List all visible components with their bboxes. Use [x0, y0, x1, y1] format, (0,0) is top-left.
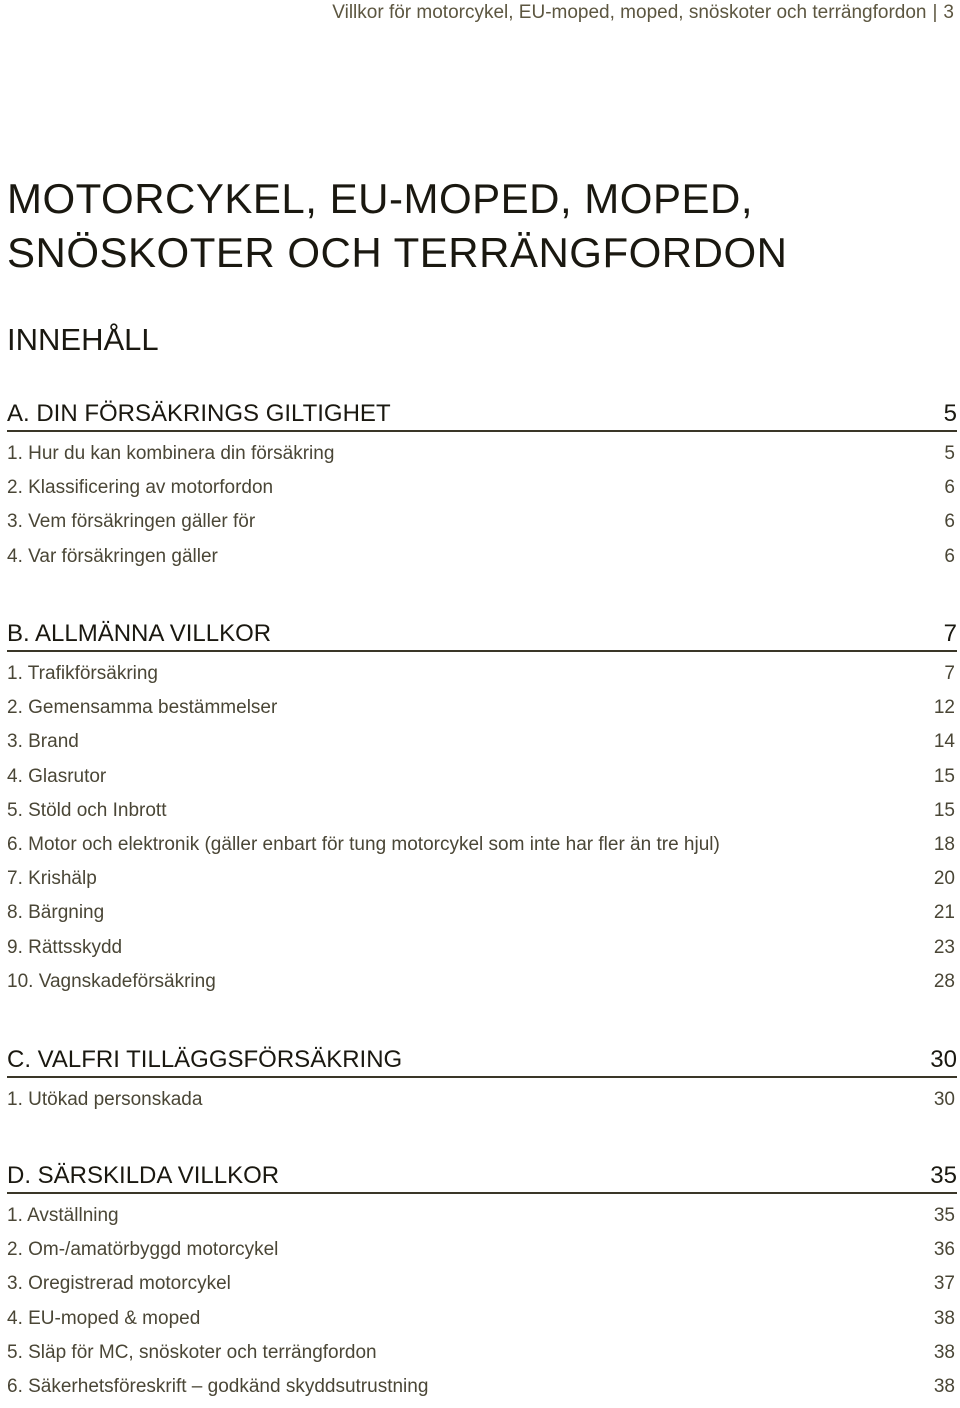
- toc-entry[interactable]: [7, 437, 957, 471]
- entry-label: 5. Stöld och Inbrott: [7, 799, 167, 821]
- toc-entry[interactable]: [7, 657, 957, 691]
- entry-label: 7. Krishälp: [7, 868, 97, 890]
- toc-heading: INNEHÅLL: [7, 322, 159, 357]
- entry-label: 2. Gemensamma bestämmelser: [7, 697, 278, 719]
- toc-entry[interactable]: [7, 1302, 957, 1336]
- toc-entry[interactable]: [7, 931, 957, 965]
- entry-label: 3. Vem försäkringen gäller för: [7, 511, 256, 533]
- entry-label: 5. Släp för MC, snöskoter och terrängfordon: [7, 1341, 377, 1363]
- section-heading[interactable]: [7, 1156, 957, 1194]
- section-page: 7: [943, 620, 957, 647]
- toc-entry[interactable]: [7, 760, 957, 794]
- entry-label: 6. Säkerhetsföreskrift – godkänd skyddsutrustning: [7, 1376, 429, 1398]
- toc-entry[interactable]: [7, 471, 957, 505]
- toc-entry[interactable]: [7, 965, 957, 999]
- running-title: Villkor för motorcykel, EU-moped, moped, snöskoter och terrängfordon: [332, 2, 927, 23]
- toc-entry[interactable]: [7, 1370, 957, 1404]
- toc-entry[interactable]: [7, 1267, 957, 1301]
- entry-label: 1. Utökad personskada: [7, 1089, 203, 1111]
- entry-label: 10. Vagnskadeförsäkring: [7, 970, 216, 992]
- toc-section-b: [7, 614, 957, 999]
- section-label: C. VALFRI TILLÄGGSFÖRSÄKRING: [7, 1046, 403, 1073]
- entry-page: 38: [933, 1341, 955, 1363]
- entry-page: 6: [944, 511, 955, 533]
- entry-page: 7: [944, 663, 955, 685]
- toc-entry[interactable]: [7, 691, 957, 725]
- section-label: D. SÄRSKILDA VILLKOR: [7, 1162, 280, 1189]
- header-page-number: 3: [943, 2, 954, 23]
- toc-entry[interactable]: [7, 1336, 957, 1370]
- toc-entry[interactable]: [7, 1233, 957, 1267]
- entry-page: 6: [944, 477, 955, 499]
- entry-page: 38: [933, 1376, 955, 1398]
- entry-page: 38: [933, 1307, 955, 1329]
- entry-label: 1. Trafikförsäkring: [7, 663, 158, 685]
- entry-label: 2. Om-/amatörbyggd motorcykel: [7, 1239, 279, 1261]
- entry-page: 36: [933, 1239, 955, 1261]
- document-title: [7, 172, 787, 280]
- toc-entry[interactable]: [7, 540, 957, 574]
- section-page: 30: [930, 1046, 957, 1073]
- toc-section-a: [7, 394, 957, 574]
- entry-page: 23: [933, 936, 955, 958]
- entry-page: 30: [933, 1089, 955, 1111]
- running-header: [332, 2, 954, 24]
- section-page: 5: [943, 400, 957, 427]
- entry-label: 9. Rättsskydd: [7, 936, 123, 958]
- toc-entry[interactable]: [7, 828, 957, 862]
- title-line-2: SNÖSKOTER OCH TERRÄNGFORDON: [7, 229, 788, 276]
- title-line-1: MOTORCYKEL, EU-MOPED, MOPED,: [7, 175, 753, 222]
- entry-label: 1. Hur du kan kombinera din försäkring: [7, 443, 335, 465]
- toc-section-c: [7, 1040, 957, 1117]
- section-label: B. ALLMÄNNA VILLKOR: [7, 620, 272, 647]
- toc-entry[interactable]: [7, 1083, 957, 1117]
- section-heading[interactable]: [7, 1040, 957, 1078]
- section-heading[interactable]: [7, 394, 957, 432]
- toc-entry[interactable]: [7, 794, 957, 828]
- entry-label: 4. Var försäkringen gäller: [7, 545, 218, 567]
- entry-label: 1. Avställning: [7, 1205, 119, 1227]
- entry-label: 4. EU-moped & moped: [7, 1307, 201, 1329]
- entry-label: 3. Oregistrerad motorcykel: [7, 1273, 231, 1295]
- entry-page: 5: [944, 443, 955, 465]
- entry-label: 6. Motor och elektronik (gäller enbart för tung motorcykel som inte har fler än tre hjul): [7, 834, 720, 856]
- toc-entry[interactable]: [7, 862, 957, 896]
- entry-page: 12: [933, 697, 955, 719]
- toc-entry[interactable]: [7, 896, 957, 930]
- toc-entry[interactable]: [7, 725, 957, 759]
- section-label: A. DIN FÖRSÄKRINGS GILTIGHET: [7, 400, 391, 427]
- toc-section-d: [7, 1156, 957, 1404]
- entry-page: 18: [933, 834, 955, 856]
- entry-page: 21: [933, 902, 955, 924]
- toc-entry[interactable]: [7, 505, 957, 539]
- section-heading[interactable]: [7, 614, 957, 652]
- entry-label: 3. Brand: [7, 731, 79, 753]
- section-page: 35: [930, 1162, 957, 1189]
- entry-page: 35: [933, 1205, 955, 1227]
- entry-page: 6: [944, 545, 955, 567]
- entry-label: 4. Glasrutor: [7, 765, 107, 787]
- entry-page: 14: [933, 731, 955, 753]
- entry-page: 37: [933, 1273, 955, 1295]
- entry-page: 15: [933, 799, 955, 821]
- entry-page: 15: [933, 765, 955, 787]
- entry-page: 20: [933, 868, 955, 890]
- toc-entry[interactable]: [7, 1199, 957, 1233]
- entry-label: 8. Bärgning: [7, 902, 105, 924]
- entry-label: 2. Klassificering av motorfordon: [7, 477, 274, 499]
- entry-page: 28: [933, 970, 955, 992]
- header-separator: |: [932, 2, 938, 23]
